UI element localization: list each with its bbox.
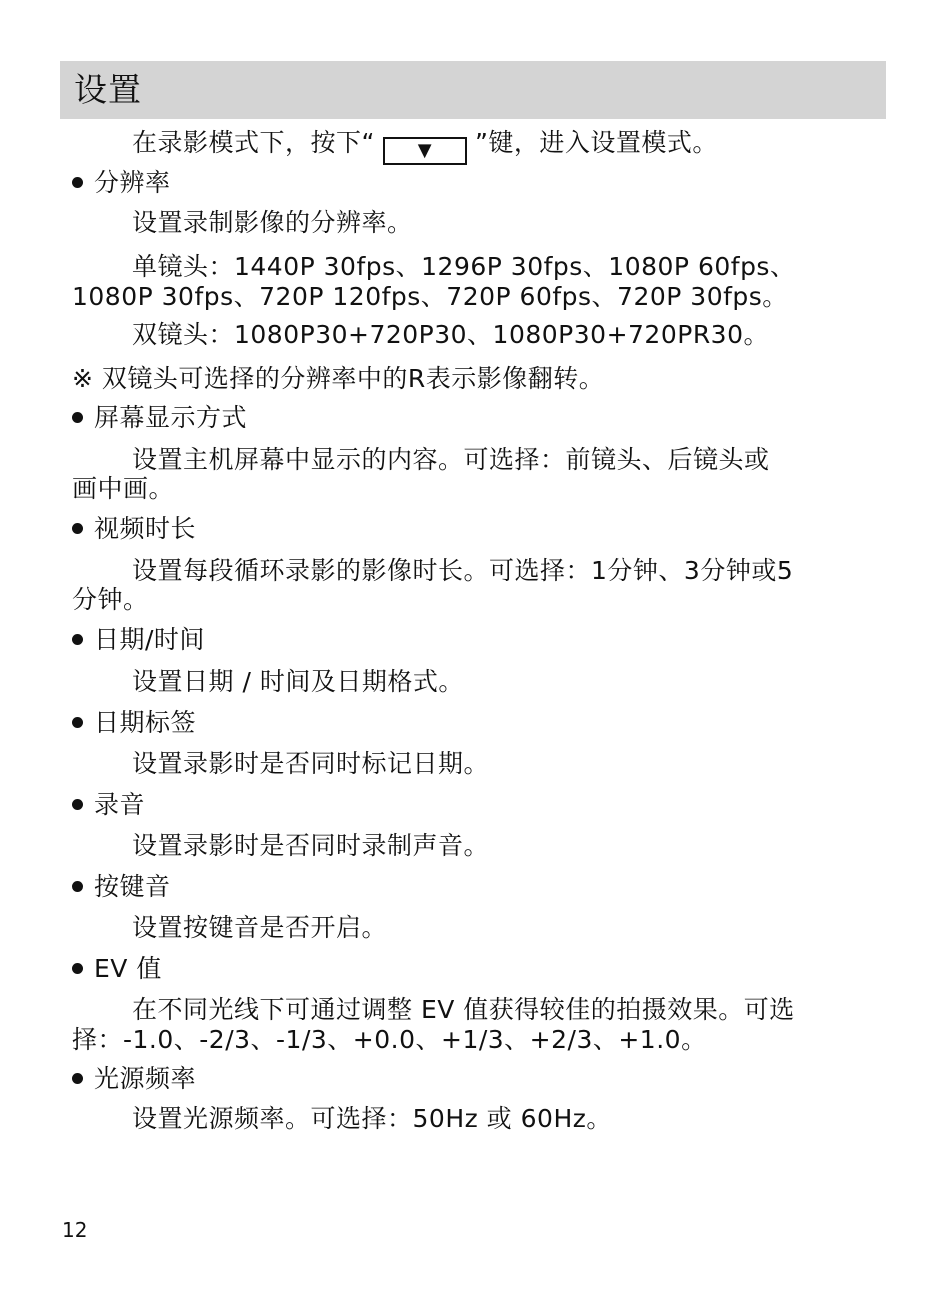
bullet-resolution (72, 168, 171, 198)
audio-desc: 设置录影时是否同时录制声音。 (132, 831, 490, 860)
bullet-icon (72, 799, 83, 810)
heading-light-freq: 光源频率 (94, 1064, 197, 1093)
bullet-datetime (72, 625, 205, 655)
section-header (60, 61, 886, 119)
heading-video-length: 视频时长 (94, 514, 197, 543)
page-title: 设置 (74, 70, 142, 109)
resolution-single-line2: 1080P 30fps、720P 120fps、720P 60fps、720P 30fps。 (72, 282, 788, 311)
resolution-dual: 双镜头：1080P30+720P30、1080P30+720PR30。 (132, 320, 769, 349)
bullet-key-tone (72, 872, 171, 902)
intro-after: ”键，进入设置模式。 (474, 128, 718, 157)
video-length-desc-line1: 设置每段循环录影的影像时长。可选择：1分钟、3分钟或5 (132, 556, 794, 585)
bullet-icon (72, 412, 83, 423)
bullet-icon (72, 177, 83, 188)
bullet-ev (72, 954, 162, 984)
bullet-icon (72, 881, 83, 892)
bullet-date-stamp (72, 708, 196, 738)
heading-key-tone: 按键音 (94, 872, 171, 901)
bullet-icon (72, 1073, 83, 1084)
datetime-desc: 设置日期 / 时间及日期格式。 (132, 667, 464, 696)
ev-desc-line1: 在不同光线下可通过调整 EV 值获得较佳的拍摄效果。可选 (132, 995, 795, 1024)
heading-resolution: 分辨率 (94, 168, 171, 197)
bullet-video-length (72, 514, 196, 544)
bullet-icon (72, 963, 83, 974)
ev-desc-line2: 择：-1.0、-2/3、-1/3、+0.0、+1/3、+2/3、+1.0。 (72, 1025, 707, 1054)
intro-line (132, 128, 718, 165)
bullet-light-freq (72, 1064, 196, 1094)
video-length-desc-line2: 分钟。 (72, 585, 149, 614)
display-desc-line2: 画中画。 (72, 474, 175, 503)
heading-audio: 录音 (94, 790, 146, 819)
intro-before: 在录影模式下，按下“ (132, 128, 375, 157)
light-freq-desc: 设置光源频率。可选择：50Hz 或 60Hz。 (132, 1104, 612, 1133)
date-stamp-desc: 设置录影时是否同时标记日期。 (132, 749, 490, 778)
resolution-note: ※ 双镜头可选择的分辨率中的R表示影像翻转。 (72, 364, 605, 393)
bullet-audio (72, 790, 145, 820)
resolution-desc: 设置录制影像的分辨率。 (132, 208, 413, 237)
bullet-display (72, 403, 247, 433)
heading-date-stamp: 日期标签 (94, 708, 197, 737)
heading-datetime: 日期/时间 (94, 625, 205, 654)
heading-ev: EV 值 (94, 954, 162, 983)
bullet-icon (72, 523, 83, 534)
page-number: 12 (62, 1218, 88, 1242)
bullet-icon (72, 717, 83, 728)
key-tone-desc: 设置按键音是否开启。 (132, 913, 388, 942)
heading-display: 屏幕显示方式 (94, 403, 248, 432)
display-desc-line1: 设置主机屏幕中显示的内容。可选择：前镜头、后镜头或 (132, 445, 770, 474)
resolution-single-line1: 单镜头：1440P 30fps、1296P 30fps、1080P 60fps、 (132, 252, 796, 281)
bullet-icon (72, 634, 83, 645)
down-key-icon: ▼ (383, 137, 467, 165)
